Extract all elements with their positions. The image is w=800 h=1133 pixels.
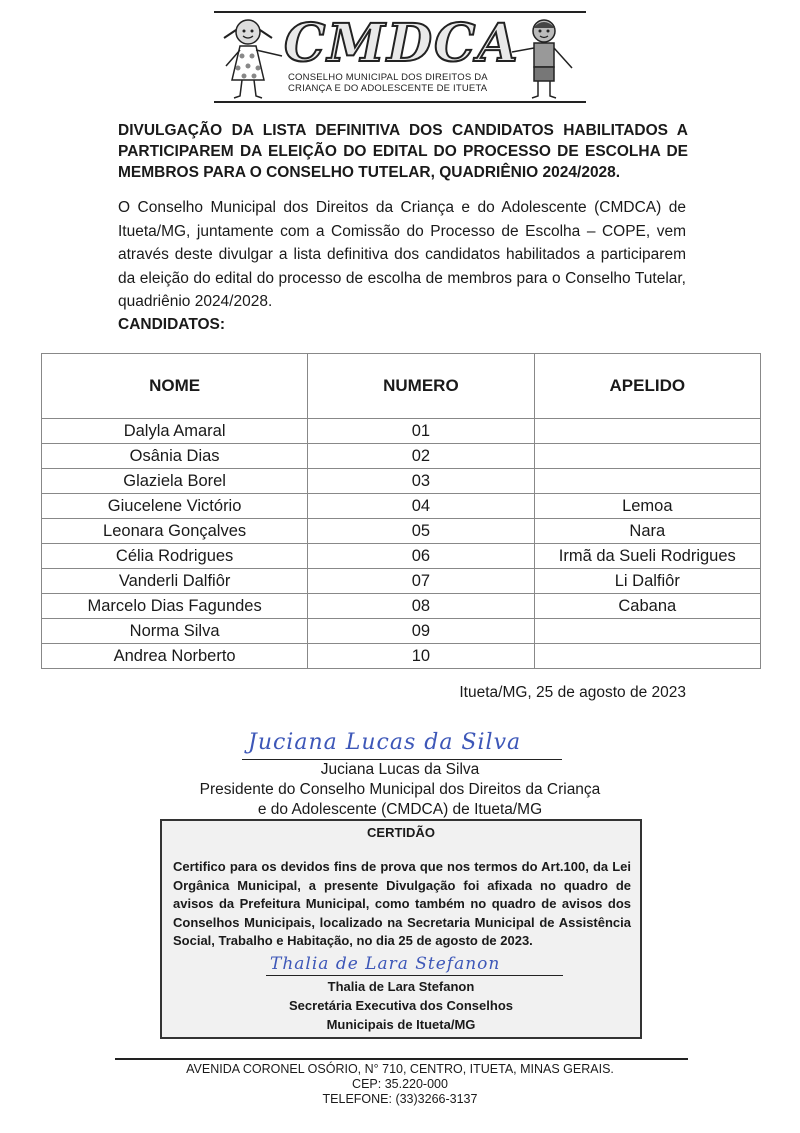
cell-nome: Vanderli Dalfiôr [42, 569, 308, 594]
cell-apelido: Cabana [534, 594, 760, 619]
cell-apelido [534, 419, 760, 444]
cell-nome: Dalyla Amaral [42, 419, 308, 444]
document-title: DIVULGAÇÃO DA LISTA DEFINITIVA DOS CANDIDATOS HABILITADOS A PARTICIPAREM DA ELEIÇÃO DO EDITAL DO PROCESSO DE ESCOLHA DE MEMBROS PARA O CONSELHO TUTELAR, QUADRIÊNIO 2024/2028. [118, 122, 688, 181]
table-header-row [42, 354, 761, 419]
table-row [42, 419, 761, 444]
footer-rule [115, 1058, 688, 1060]
cell-nome: Glaziela Borel [42, 469, 308, 494]
table-row [42, 494, 761, 519]
cell-numero: 04 [308, 494, 534, 519]
cell-numero: 08 [308, 594, 534, 619]
table-row [42, 569, 761, 594]
footer-address: AVENIDA CORONEL OSÓRIO, N° 710, CENTRO, ITUETA, MINAS GERAIS. [186, 1062, 614, 1076]
cell-apelido: Irmã da Sueli Rodrigues [534, 544, 760, 569]
date-line: Itueta/MG, 25 de agosto de 2023 [459, 684, 686, 701]
cell-numero: 10 [308, 644, 534, 669]
cell-numero: 01 [308, 419, 534, 444]
table-row [42, 619, 761, 644]
candidates-label: CANDIDATOS: [118, 316, 226, 333]
certidao-body: Certifico para os devidos fins de prova que nos termos do Art.100, da Lei Orgânica Municipal, a presente Divulgação foi afixada no quadro de avisos da Prefeitura Municipal, como também no quadro de avisos dos Conselhos Municipais, localizado na Secretaria Municipal de Assistência Social, Trabalho e Habitação, no dia 25 de agosto de 2023. [173, 859, 631, 948]
column-header-numero: NUMERO [308, 354, 534, 419]
cell-numero: 06 [308, 544, 534, 569]
certidao-signature-block [162, 977, 640, 1034]
cell-apelido [534, 469, 760, 494]
signature-line [266, 975, 563, 976]
cmdca-logo: CMDCA [284, 13, 520, 74]
logo-subtitle-line1: CONSELHO MUNICIPAL DOS DIREITOS DA [288, 72, 488, 83]
column-header-nome: NOME [42, 354, 308, 419]
table-row [42, 444, 761, 469]
candidates-table [41, 353, 761, 669]
cell-nome: Célia Rodrigues [42, 544, 308, 569]
cell-apelido: Li Dalfiôr [534, 569, 760, 594]
cell-nome: Giucelene Victório [42, 494, 308, 519]
signatory-name: Juciana Lucas da Silva [320, 761, 480, 778]
cell-numero: 03 [308, 469, 534, 494]
cell-nome: Norma Silva [42, 619, 308, 644]
cell-nome: Osânia Dias [42, 444, 308, 469]
signatory-role-line2: e do Adolescente (CMDCA) de Itueta/MG [257, 801, 543, 818]
boy-figure-icon [510, 16, 582, 100]
footer-cep: CEP: 35.220-000 [352, 1077, 448, 1091]
cell-numero: 02 [308, 444, 534, 469]
cell-apelido [534, 444, 760, 469]
footer [100, 1062, 700, 1107]
girl-figure-icon [218, 16, 284, 100]
certidao-signatory-name: Thalia de Lara Stefanon [327, 979, 475, 994]
table-row [42, 519, 761, 544]
cell-apelido: Nara [534, 519, 760, 544]
table-row [42, 469, 761, 494]
handwritten-signature: Thalia de Lara Stefanon [270, 954, 501, 974]
cell-apelido: Lemoa [534, 494, 760, 519]
certidao-title: CERTIDÃO [367, 825, 435, 840]
cell-numero: 09 [308, 619, 534, 644]
table-row [42, 544, 761, 569]
certidao-role-line1: Secretária Executiva dos Conselhos [289, 998, 513, 1013]
cell-numero: 07 [308, 569, 534, 594]
cell-apelido [534, 619, 760, 644]
cell-apelido [534, 644, 760, 669]
logo-subtitle [288, 72, 488, 94]
cell-nome: Andrea Norberto [42, 644, 308, 669]
cell-nome: Leonara Gonçalves [42, 519, 308, 544]
handwritten-signature: Juciana Lucas da Silva [248, 730, 522, 755]
certidao-role-line2: Municipais de Itueta/MG [326, 1017, 476, 1032]
signatory-role-line1: Presidente do Conselho Municipal dos Direitos da Criança [199, 781, 601, 798]
column-header-apelido: APELIDO [534, 354, 760, 419]
footer-phone: TELEFONE: (33)3266-3137 [322, 1092, 478, 1106]
logo-subtitle-line2: CRIANÇA E DO ADOLESCENTE DE ITUETA [288, 83, 488, 94]
header-rule-bottom [214, 101, 586, 103]
cell-numero: 05 [308, 519, 534, 544]
certidao-box [160, 819, 642, 1039]
signature-block [180, 760, 620, 820]
cell-nome: Marcelo Dias Fagundes [42, 594, 308, 619]
table-row [42, 594, 761, 619]
table-row [42, 644, 761, 669]
intro-paragraph: O Conselho Municipal dos Direitos da Criança e do Adolescente (CMDCA) de Itueta/MG, juntamente com a Comissão do Processo de Escolha – COPE, vem através deste divulgar a lista definitiva dos candidatos habilitados a participarem da eleição do edital do processo de escolha de membros para o Conselho Tutelar, quadriênio 2024/2028. [118, 199, 686, 310]
